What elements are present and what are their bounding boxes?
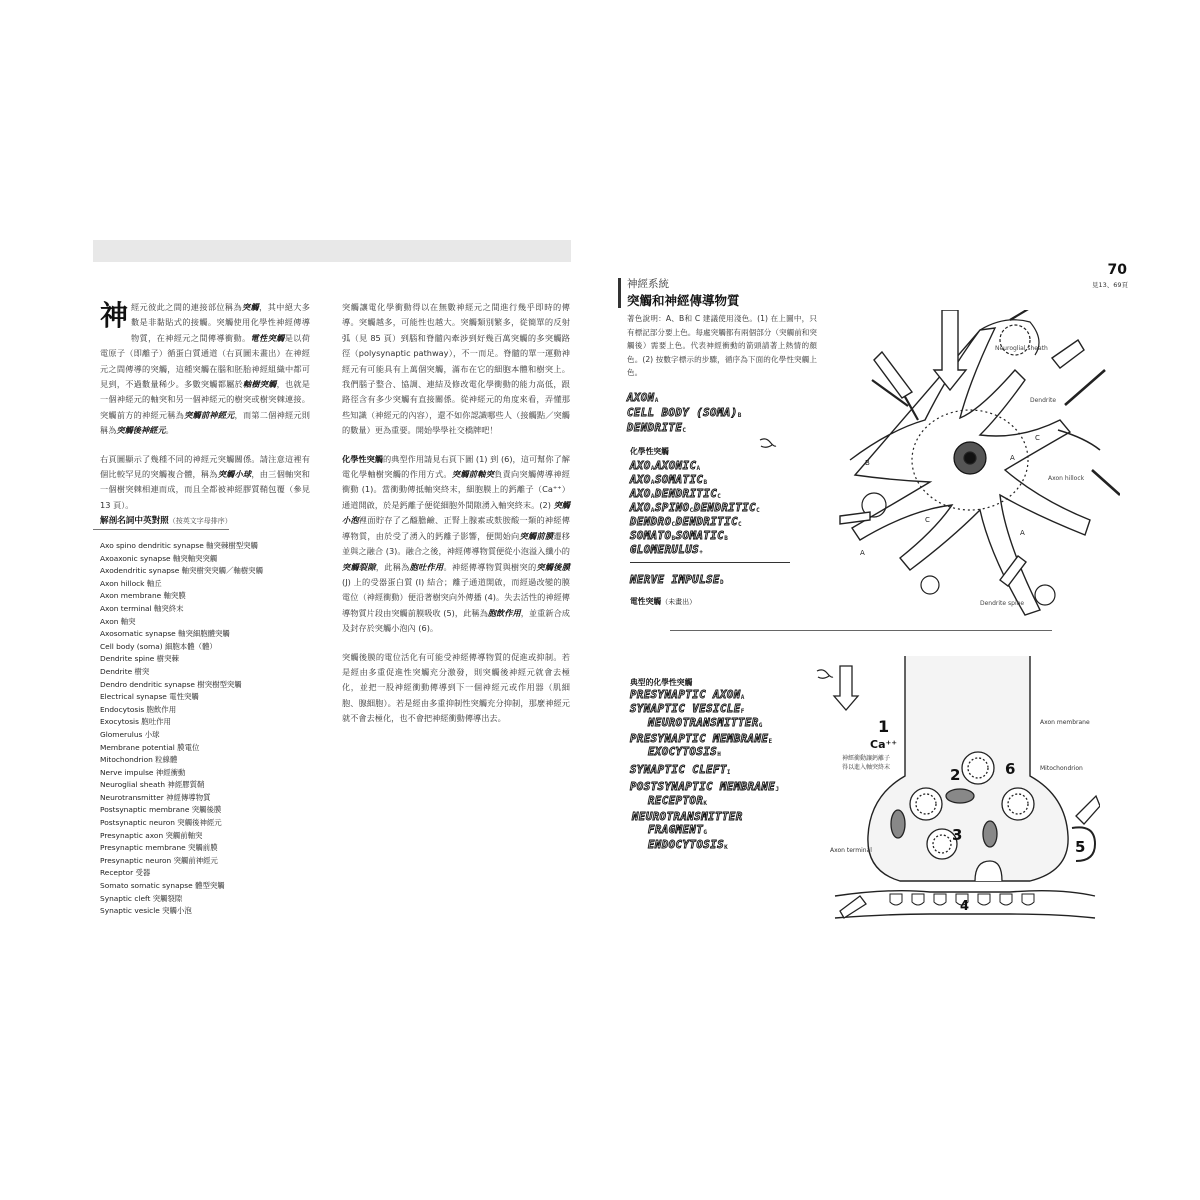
svg-text:Axon terminal: Axon terminal: [830, 847, 872, 854]
label-postsynaptic-membrane: POSTSYNAPTIC $MEMBRANE_J$: [630, 781, 780, 793]
label-axo-somatic: $AXO_ASOMATIC_B$: [630, 474, 708, 486]
glossary-item: Axodendritic synapse 軸突樹突突觸／軸樹突觸: [100, 566, 263, 576]
svg-text:A: A: [860, 549, 865, 557]
label-receptor: $RECEPTOR_K$: [648, 795, 708, 807]
glossary-item: Neurotransmitter 神經傳導物質: [100, 792, 211, 802]
glossary-item: Presynaptic neuron 突觸前神經元: [100, 855, 218, 865]
label-synaptic-vesicle: SYNAPTIC $VESICLE_F$: [630, 703, 745, 715]
label-cell-body: CELL BODY $(SOMA)_B$: [627, 407, 742, 419]
glossary-item: Electrical synapse 電性突觸: [100, 692, 199, 702]
svg-text:5: 5: [1075, 838, 1086, 856]
label-neurotransmitter-2: NEUROTRANSMITTER: [632, 811, 743, 823]
text-run: ，此稱為: [375, 561, 410, 572]
svg-text:C: C: [925, 516, 930, 524]
page-reference: 見13、69頁: [1091, 281, 1128, 289]
text-run: 右頁圖顯示了幾種不同的神經元突觸關係。請注意這裡有個比較罕見的突觸複合體，稱為: [100, 453, 310, 480]
glossary-item: Postsynaptic neuron 突觸後神經元: [100, 818, 222, 828]
glossary-item: Synaptic vesicle 突觸小泡: [100, 906, 192, 916]
svg-text:Axon hillock: Axon hillock: [1048, 475, 1085, 482]
header-bar: [93, 240, 571, 262]
glossary-item: Membrane potential 膜電位: [100, 742, 200, 752]
svg-text:6: 6: [1005, 760, 1016, 778]
svg-text:4: 4: [960, 899, 970, 914]
text-run: 胞飲作用: [487, 607, 521, 618]
glossary-item: Postsynaptic membrane 突觸後膜: [100, 805, 222, 815]
chemical-synapse-heading: 化學性突觸: [630, 447, 669, 456]
label-axo-spino-dendritic: $AXO_ASPINO_CDENDRITIC_C$: [630, 502, 761, 514]
svg-text:1: 1: [878, 717, 890, 736]
glossary-item: Dendro dendritic synapse 樹突樹型突觸: [100, 679, 242, 689]
svg-text:Axon membrane: Axon membrane: [1040, 719, 1090, 726]
glossary-item: Nerve impulse 神經衝動: [100, 767, 186, 777]
section-divider: [670, 630, 1052, 631]
svg-text:神經衝動讓鈣離子: 神經衝動讓鈣離子: [842, 755, 891, 762]
text-run: ，並重新合成及封存於突觸小泡內 (6)。: [342, 607, 570, 634]
glossary-list: [100, 540, 330, 918]
text-run: 突觸小泡: [342, 499, 570, 526]
page-number: 70: [1107, 262, 1127, 278]
label-axo-axonic: $AXO_AAXONIC_A$: [630, 460, 701, 472]
glossary-item: Dendrite spine 樹突棘: [100, 654, 179, 664]
label-dendro-dendritic: $DENDRO_CDENDRITIC_C$: [630, 516, 743, 528]
label-synaptic-cleft: SYNAPTIC $CLEFT_I$: [630, 764, 732, 776]
text-run: 。: [165, 425, 174, 436]
text-run: 是以荷電原子（即離子）循蛋白質通道（右頁圖未畫出）在神經元之間傳導的突觸，這種突觸在腦和胚胎神經組織中都可見到，不過數量稀少。多數突觸都屬於: [100, 332, 310, 390]
glossary-item: Axon membrane 軸突膜: [100, 591, 186, 601]
text-run: 胞吐作用: [409, 561, 444, 572]
label-dendrite: $DENDRITE_C$: [627, 422, 687, 434]
text-run: ，由三個軸突和一個樹突棘相連而成，而且全都被神經膠質鞘包覆（參見 13 頁）。: [100, 469, 310, 510]
glossary-item: Dendrite 樹突: [100, 666, 150, 676]
text-run: ，也就是一個神經元的軸突和另一個神經元的樹突或樹突棘連接。突觸前方的神經元稱為: [100, 379, 310, 420]
text-run: 負責向突觸傳導神經衝動 (1)。當衝動傳抵軸突終末，細胞膜上的鈣離子（Ca⁺⁺）通道開啟，於是鈣離子便從細胞外間隙湧入軸突終末。(2): [342, 469, 570, 510]
svg-text:A: A: [1010, 454, 1015, 462]
glossary-item: Axosomatic synapse 軸突細胞體突觸: [100, 629, 230, 639]
text-run: 化學性突觸: [342, 453, 384, 464]
chemical-synapse-diagram: [830, 656, 1100, 926]
section-label: 神經系統: [627, 278, 669, 290]
glossary-item: Axon terminal 軸突終末: [100, 603, 184, 613]
svg-text:C: C: [1035, 434, 1040, 442]
neuroglial-sheath-label: Neuroglial sheath: [995, 345, 1048, 352]
svg-text:Dendrite: Dendrite: [1030, 397, 1057, 404]
glossary-title: 解剖名詞中英對照（按英文字母排序）: [100, 516, 232, 526]
label-presynaptic-axon: PRESYNAPTIC $AXON_A$: [630, 689, 745, 701]
svg-text:3: 3: [952, 826, 963, 844]
svg-text:得以進入軸突終末: 得以進入軸突終末: [842, 764, 891, 771]
label-rule: [630, 562, 790, 563]
neuron-synapse-diagram: [830, 310, 1120, 620]
svg-text:Ca⁺⁺: Ca⁺⁺: [870, 738, 898, 751]
text-column-1: [100, 300, 310, 526]
paragraph-2: [100, 452, 310, 514]
label-axon: $AXON_A$: [627, 392, 659, 404]
text-run: 裡面貯存了乙醯膽鹼、正腎上腺素或麩胺酸一類的神經傳導物質，由於受了湧入的鈣離子影響，便開始向: [342, 515, 570, 541]
label-axo-dendritic: $AXO_ADENDRITIC_C$: [630, 488, 722, 500]
label-exocytosis: $EXOCYTOSIS_H$: [648, 746, 722, 758]
glossary-item: Endocytosis 胞飲作用: [100, 704, 177, 714]
glossary-item: Axo spino dendritic synapse 軸突棘樹型突觸: [100, 541, 258, 550]
coloring-instructions: 著色說明：A、B和 C 建議使用淺色。(1) 在上圖中，只有標記部分要上色。每處突觸都有兩個部分（突觸前和突觸後）需要上色。代表神經衝動的箭頭請著上熱情的顏色。(2) 按數字標示的步驟，循序為下面的化學性突觸上色。: [627, 314, 817, 378]
glossary-item: Receptor 受器: [100, 868, 151, 878]
glossary-item: Mitochondrion 粒線體: [100, 755, 178, 765]
text-run: 軸樹突觸: [242, 379, 277, 390]
glossary-item: Presynaptic axon 突觸前軸突: [100, 830, 203, 840]
right-page: [600, 0, 1200, 1200]
text-run: 突觸前膜: [519, 530, 554, 541]
paragraph-4: [342, 452, 570, 637]
section-marker: [618, 278, 621, 308]
paragraph-5: [342, 650, 570, 727]
label-presynaptic-membrane: PRESYNAPTIC $MEMBRANE_E$: [630, 733, 773, 745]
label-nerve-impulse: NERVE $IMPULSE_D$: [630, 574, 725, 586]
glossary-item: Glomerulus 小球: [100, 729, 160, 739]
drop-cap: 神: [100, 299, 129, 332]
text-run: (J) 上的受器蛋白質 (I) 結合；離子通道開啟，而經過改變的膜電位（神經衝動）便沿著樹突向外傳播 (4)。失去活性的神經傳導物質片段由突觸前膜吸收 (5)，此稱為: [342, 576, 570, 618]
glossary-item: Presynaptic membrane 突觸前膜: [100, 843, 218, 853]
text-run: 突觸前軸突: [451, 469, 495, 480]
glossary-item: Somato somatic synapse 體型突觸: [100, 881, 225, 891]
label-glomerulus: $GLOMERULUS_+$: [630, 544, 704, 556]
label-endocytosis: $ENDOCYTOSIS_K$: [648, 839, 729, 851]
svg-text:A: A: [1020, 529, 1025, 537]
text-run: 。神經傳導物質與樹突的: [443, 561, 537, 572]
paragraph-1-body: [100, 299, 310, 436]
text-run: 突觸前神經元: [184, 409, 235, 420]
glossary-item: Axoaxonic synapse 軸突軸突突觸: [100, 553, 218, 563]
text-run: 突觸小球: [217, 469, 252, 480]
paragraph-1: [100, 300, 310, 439]
label-neurotransmitter: $NEUROTRANSMITTER_G$: [648, 717, 763, 729]
paragraph-3: [342, 300, 570, 439]
glossary-item: Neuroglial sheath 神經膠質鞘: [100, 780, 205, 790]
text-run: 突觸裂隙: [342, 561, 376, 572]
chem-synapse-icon: [758, 437, 778, 451]
typical-synapse-heading: 典型的化學性突觸: [630, 678, 693, 687]
text-run: 突觸後神經元: [116, 425, 166, 436]
text-run: 的典型作用請見右頁下圖 (1) 到 (6)，這可幫你了解電化學軸樹突觸的作用方式。: [342, 453, 570, 480]
electrical-synapse-heading: 電性突觸（未畫出）: [630, 597, 697, 606]
glossary-item: Exocytosis 胞吐作用: [100, 717, 171, 727]
label-fragment: $FRAGMENT_G$: [648, 824, 708, 836]
text-run: 電性突觸: [250, 332, 285, 343]
text-run: 突觸後膜的電位活化有可能受神經傳導物質的促進或抑制。若是經由多重促進性突觸充分激發，則突觸後神經元就會去極化，並把一股神經衝動傳導到下一個神經元或作用器（肌細胞、腺細胞）。若是經由多重抑制性突觸充分抑制，那麼神經元就不會去極化，也不會把神經衝動傳導出去。: [342, 651, 570, 724]
text-run: ，其中絕大多數是非黏貼式的接觸。突觸使用化學性神經傳導物質，在神經元之間傳導衝動。: [131, 302, 310, 343]
text-run: 突觸: [242, 302, 260, 312]
svg-text:Dendrite spine: Dendrite spine: [980, 600, 1025, 607]
text-run: 遷移並與之融合 (3)。融合之後，神經傳導物質便從小泡溢入纖小的: [342, 530, 570, 557]
text-run: 突觸讓電化學衝動得以在無數神經元之間進行幾乎即時的傳導。突觸越多，可能性也越大。突觸類別繁多，從簡單的反射弧（見 85 頁）到腦和脊髓內牽涉到好幾百萬突觸的多突觸路徑（polysynaptic pathway），不一而足。脊髓的單一運動神經元有可能具有上萬個突觸，滿布在它的細胞本體和樹突上。我們腦子整合、協調、連結及修改電化學衝動的能力高低，跟路徑含有多少突觸有直接關係。從神經元的角度來看，弄懂那些知識（神經元的內容），還不如你認識哪些人（接觸點／突觸的數量）更為重要。開始學學社交橋牌吧！: [342, 302, 570, 436]
svg-text:2: 2: [950, 766, 961, 784]
glossary-rule: [93, 529, 229, 530]
glossary-item: Axon hillock 軸丘: [100, 578, 162, 588]
text-column-2: [342, 300, 570, 740]
text-run: ，而第二個神經元則稱為: [100, 409, 310, 436]
glossary-item: Axon 軸突: [100, 616, 136, 626]
text-run: 經元彼此之間的連接部位稱為: [131, 302, 243, 312]
glossary-item: Cell body (soma) 細胞本體（體）: [100, 641, 217, 651]
glossary-item: Synaptic cleft 突觸裂隙: [100, 893, 183, 903]
svg-text:B: B: [865, 459, 870, 467]
text-run: 突觸後膜: [536, 561, 570, 572]
label-somato-somatic: $SOMATO_BSOMATIC_B$: [630, 530, 729, 542]
section-title: 突觸和神經傳導物質: [627, 293, 740, 308]
svg-text:Mitochondrion: Mitochondrion: [1040, 765, 1083, 772]
